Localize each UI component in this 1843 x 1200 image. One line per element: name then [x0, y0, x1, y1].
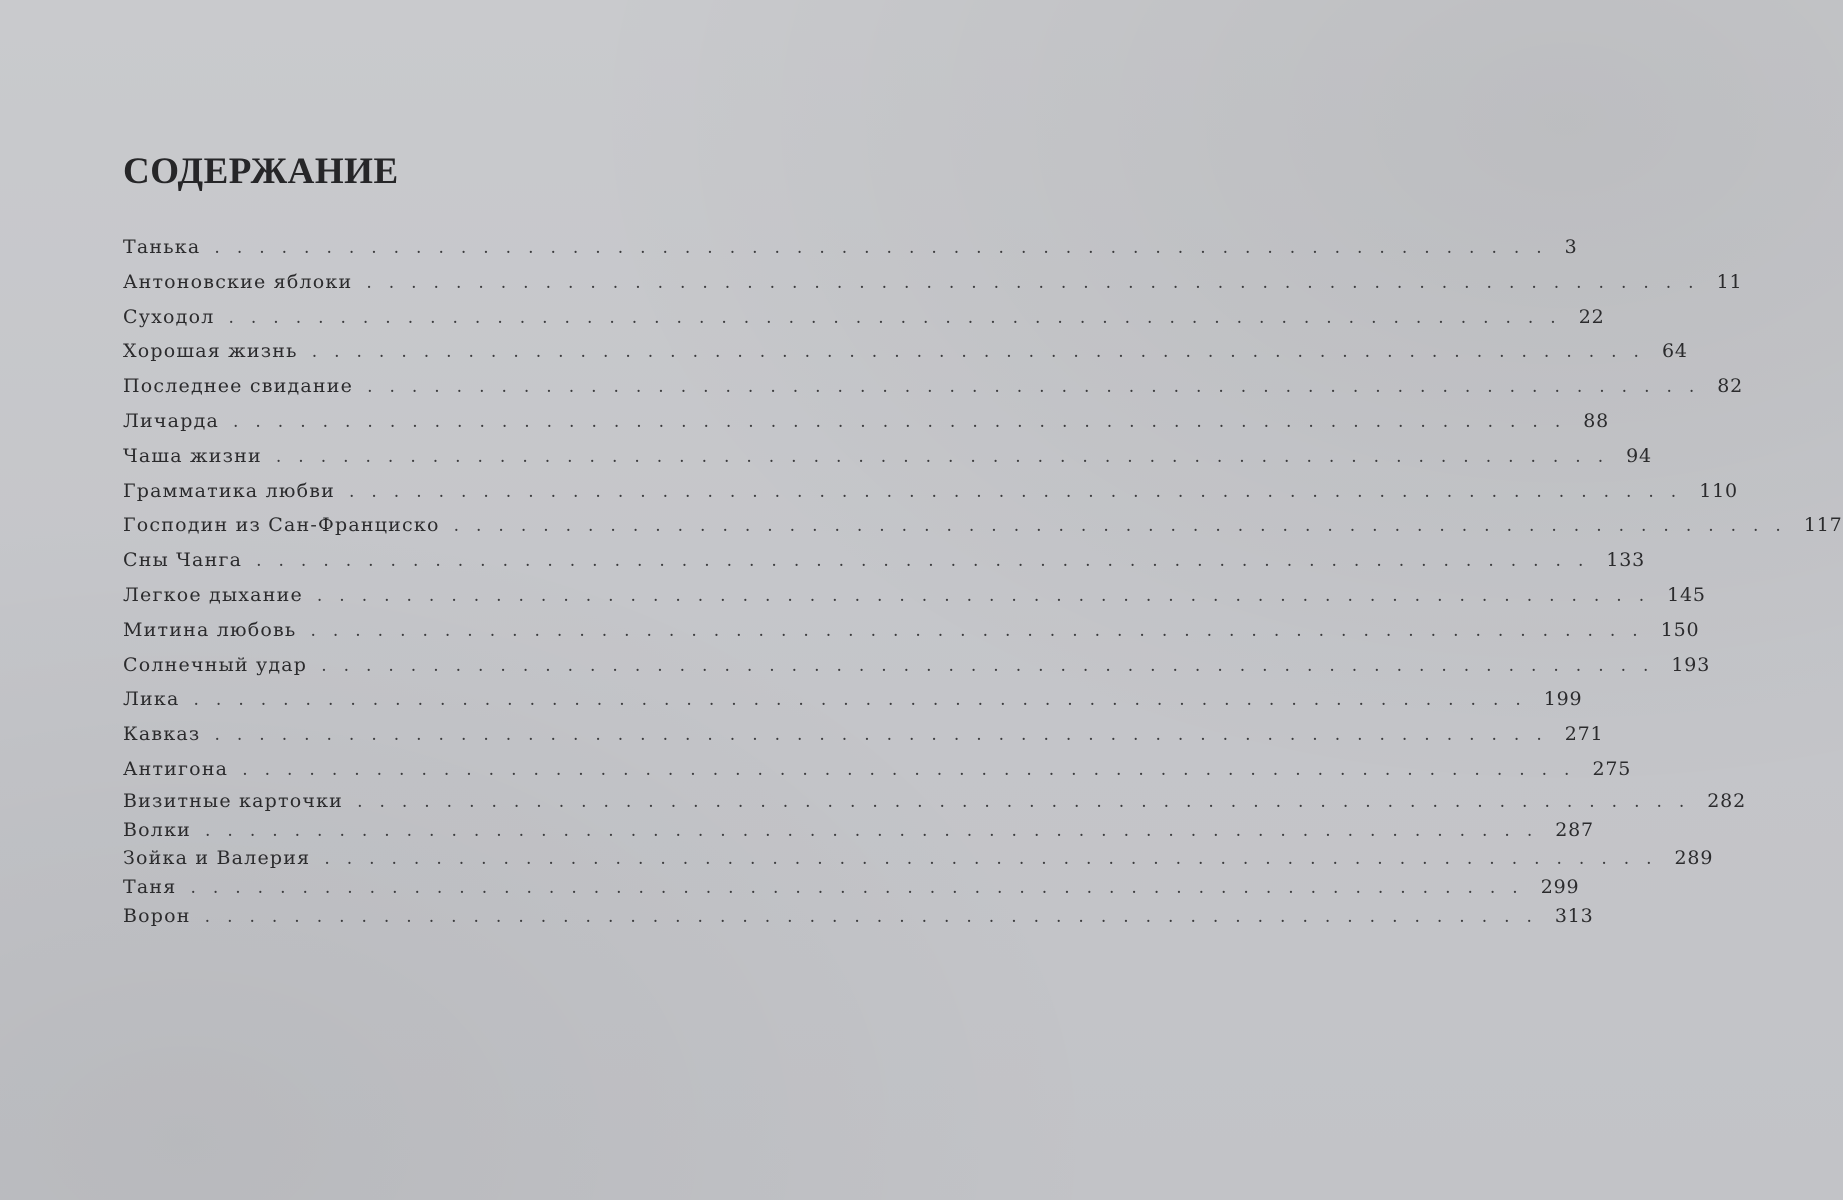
dot-leader: ............................................................	[453, 516, 1798, 537]
toc-entry-page: 133	[1606, 549, 1646, 572]
contents-heading: СОДЕРЖАНИЕ	[123, 151, 399, 192]
toc-entry-page: 282	[1707, 789, 1746, 812]
toc-entry-title: Легкое дыхание	[123, 583, 303, 606]
toc-entry-page: 299	[1540, 876, 1580, 899]
toc-entry-page: 88	[1583, 409, 1610, 432]
toc-entry-page: 271	[1564, 723, 1604, 746]
dot-leader: ............................................................	[214, 725, 1559, 746]
toc-entry	[123, 334, 1688, 369]
toc-entry-title: Личарда	[123, 409, 219, 432]
toc-entry	[123, 902, 1594, 931]
toc-entry-page: 94	[1626, 444, 1652, 467]
toc-entry-page: 199	[1543, 688, 1583, 711]
toc-entry	[123, 230, 1578, 265]
toc-entry-page: 11	[1716, 270, 1743, 293]
dot-leader: ............................................................	[214, 238, 1559, 258]
toc-entry	[123, 543, 1646, 578]
dot-leader: ............................................................	[366, 272, 1711, 293]
toc-entry-title: Визитные карточки	[123, 789, 344, 812]
toc-entry-title: Зойка и Валерия	[123, 847, 311, 870]
toc-entry-page: 82	[1717, 375, 1744, 398]
toc-entry-title: Кавказ	[123, 723, 201, 746]
toc-entry-title: Таня	[123, 876, 177, 899]
dot-leader: ............................................................	[324, 849, 1669, 870]
toc-entry	[123, 613, 1700, 648]
toc-entry-page: 22	[1578, 305, 1605, 328]
toc-entry	[123, 439, 1652, 474]
toc-entry-page: 145	[1667, 583, 1706, 606]
toc-entry-title: Митина любовь	[123, 618, 297, 641]
toc-entry	[123, 369, 1744, 404]
dot-leader: ............................................................	[357, 791, 1702, 812]
toc-entry-page: 117	[1803, 514, 1843, 537]
toc-entry	[123, 873, 1580, 902]
dot-leader: ............................................................	[311, 342, 1656, 363]
toc-entry	[123, 717, 1604, 752]
toc-entry-title: Волки	[123, 818, 192, 841]
toc-entry-page: 3	[1564, 236, 1578, 258]
toc-entry-title: Антигона	[123, 757, 229, 780]
dot-leader: ............................................................	[190, 878, 1535, 899]
toc-entry-page: 287	[1555, 818, 1594, 841]
toc-entry-page: 110	[1699, 479, 1738, 502]
toc-entry-title: Последнее свидание	[123, 375, 354, 398]
toc-entry-page: 289	[1674, 847, 1714, 870]
toc-entry-title: Чаша жизни	[123, 444, 262, 467]
dot-leader: ............................................................	[367, 377, 1712, 398]
toc-entry	[123, 474, 1738, 509]
toc-entry-page: 150	[1660, 618, 1700, 641]
dot-leader: ............................................................	[321, 655, 1666, 676]
dot-leader: ............................................................	[242, 759, 1587, 780]
toc-entry-title: Антоновские яблоки	[123, 270, 353, 293]
toc-entry	[123, 844, 1714, 873]
toc-entry	[123, 752, 1632, 787]
dot-leader: ............................................................	[316, 585, 1662, 606]
toc-entry	[123, 682, 1583, 717]
toc-entry	[123, 787, 1746, 816]
toc-entry	[123, 265, 1743, 300]
toc-entry-title: Суходол	[123, 305, 215, 328]
dot-leader: ............................................................	[233, 411, 1578, 432]
toc-entry	[123, 578, 1706, 613]
dot-leader: ............................................................	[205, 820, 1550, 841]
dot-leader: ............................................................	[310, 620, 1655, 641]
toc-entry	[123, 508, 1843, 543]
toc-entry-page: 275	[1592, 757, 1632, 780]
toc-entry-page: 313	[1554, 904, 1594, 927]
toc-entry-title: Солнечный удар	[123, 653, 308, 676]
toc-entry-title: Танька	[123, 236, 201, 258]
toc-entry	[123, 300, 1605, 335]
dot-leader: ............................................................	[193, 690, 1538, 711]
dot-leader: ............................................................	[228, 307, 1573, 328]
dot-leader: ............................................................	[204, 906, 1549, 927]
table-of-contents	[123, 230, 1843, 931]
toc-entry-page: 193	[1671, 653, 1711, 676]
toc-entry-title: Лика	[123, 688, 180, 711]
dot-leader: ............................................................	[348, 481, 1694, 502]
toc-entry-title: Хорошая жизнь	[123, 340, 298, 363]
toc-entry-title: Господин из Сан-Франциско	[123, 514, 440, 537]
toc-entry-title: Ворон	[123, 904, 191, 927]
toc-entry	[123, 816, 1594, 845]
toc-entry	[123, 648, 1711, 683]
toc-entry-title: Сны Чанга	[123, 549, 243, 572]
toc-entry-title: Грамматика любви	[123, 479, 335, 502]
toc-entry-page: 64	[1661, 340, 1688, 363]
dot-leader: ............................................................	[275, 446, 1621, 467]
toc-entry	[123, 404, 1610, 439]
dot-leader: ............................................................	[256, 551, 1601, 572]
